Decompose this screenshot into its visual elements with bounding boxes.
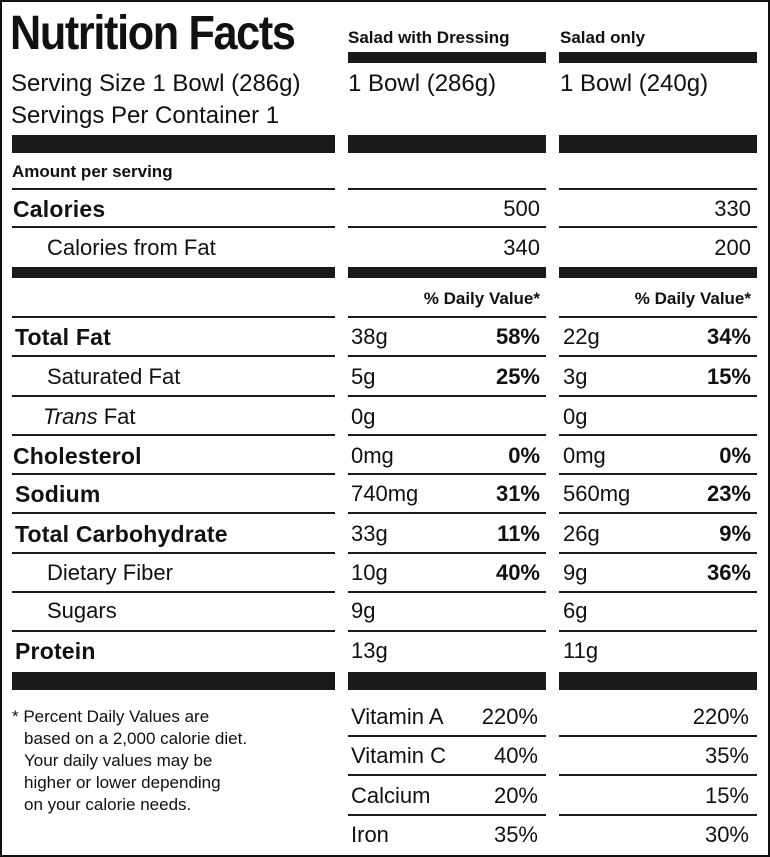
vitamin-value: 20% — [493, 783, 538, 808]
column-header-salad-only: Salad only — [560, 28, 646, 47]
thick-divider — [12, 135, 335, 153]
vitamin-label-calcium: Calcium — [351, 783, 431, 808]
nutrient-amount: 9g — [563, 560, 588, 585]
nutrient-percent: 11% — [497, 521, 540, 546]
amount-per-serving: Amount per serving — [12, 162, 173, 181]
nutrient-amount: 560mg — [563, 481, 631, 506]
calories-from-fat-salad-only: 200 — [714, 235, 751, 260]
nutrient-label-saturated-fat: Saturated Fat — [47, 364, 181, 389]
nutrient-amount: 33g — [351, 521, 388, 546]
thick-divider — [348, 672, 546, 690]
nutrient-label-dietary-fiber: Dietary Fiber — [47, 560, 173, 585]
nutrient-percent: 34% — [706, 324, 751, 349]
vitamin-value: 220% — [692, 704, 749, 729]
nutrient-amount: 11g — [563, 638, 599, 663]
vitamin-label-iron: Iron — [351, 822, 389, 847]
calories-label: Calories — [13, 196, 106, 222]
serving-size-salad-only: 1 Bowl (240g) — [560, 70, 709, 97]
nutrient-label-total-fat: Total Fat — [15, 324, 111, 350]
vitamin-value: 35% — [704, 743, 749, 768]
calories-from-fat-with-dressing: 340 — [503, 235, 540, 260]
nutrient-percent: 25% — [495, 364, 540, 389]
vitamin-value: 30% — [704, 822, 749, 847]
thick-divider — [559, 267, 757, 278]
nutrient-label-sugars: Sugars — [47, 598, 117, 623]
nutrient-amount: 26g — [563, 521, 600, 546]
nutrient-amount: 6g — [563, 598, 588, 623]
nutrient-amount: 5g — [351, 364, 376, 389]
thick-divider — [559, 672, 757, 690]
daily-value-header-salad-only: % Daily Value* — [634, 289, 751, 308]
thick-divider — [12, 672, 335, 690]
calories-salad-only: 330 — [714, 196, 751, 221]
vitamin-value: 220% — [481, 704, 538, 729]
thick-divider — [348, 52, 546, 63]
nutrient-amount: 0mg — [351, 443, 394, 468]
nutrient-percent: 23% — [706, 481, 751, 506]
nutrient-amount: 3g — [563, 364, 588, 389]
nutrient-percent: 9% — [719, 521, 751, 546]
nutrient-amount: 22g — [563, 324, 600, 349]
nutrient-percent: 40% — [495, 560, 540, 585]
nutrient-percent: 58% — [495, 324, 540, 349]
thick-divider — [348, 135, 546, 153]
nutrient-label-trans-fat: Trans Fat — [43, 404, 136, 429]
thick-divider — [559, 135, 757, 153]
footnote-line: * Percent Daily Values are — [12, 707, 210, 726]
nutrient-label-total-carbohydrate: Total Carbohydrate — [15, 521, 228, 547]
nutrient-amount: 0g — [351, 404, 376, 429]
footnote-line: based on a 2,000 calorie diet. — [24, 729, 248, 748]
vitamin-label-a: Vitamin A — [351, 704, 444, 729]
calories-with-dressing: 500 — [503, 196, 540, 221]
nutrient-amount: 10g — [351, 560, 388, 585]
footnote-line: Your daily values may be — [24, 751, 213, 770]
nutrient-label-sodium: Sodium — [15, 481, 101, 507]
nutrient-amount: 0mg — [563, 443, 606, 468]
nutrient-percent: 0% — [719, 443, 751, 468]
thick-divider — [559, 52, 757, 63]
nutrient-percent: 31% — [495, 481, 540, 506]
nutrient-label-cholesterol: Cholesterol — [13, 443, 142, 469]
nutrient-amount: 13g — [351, 638, 388, 663]
vitamin-value: 15% — [704, 783, 749, 808]
daily-value-header-with-dressing: % Daily Value* — [423, 289, 540, 308]
label-title: Nutrition Facts — [10, 7, 295, 60]
servings-per-container: Servings Per Container 1 — [11, 102, 280, 129]
serving-size-with-dressing: 1 Bowl (286g) — [348, 70, 497, 97]
nutrient-label-protein: Protein — [15, 638, 96, 664]
nutrient-percent: 36% — [706, 560, 751, 585]
nutrient-amount: 9g — [351, 598, 376, 623]
vitamin-value: 35% — [493, 822, 538, 847]
column-header-with-dressing: Salad with Dressing — [348, 28, 510, 47]
thick-divider — [12, 267, 335, 278]
nutrient-amount: 740mg — [351, 481, 419, 506]
footnote-line: on your calorie needs. — [24, 795, 192, 814]
nutrient-amount: 0g — [563, 404, 588, 429]
footnote-line: higher or lower depending — [24, 773, 221, 792]
nutrient-amount: 38g — [351, 324, 388, 349]
thick-divider — [348, 267, 546, 278]
nutrient-percent: 15% — [706, 364, 751, 389]
serving-size: Serving Size 1 Bowl (286g) — [11, 70, 301, 97]
nutrient-percent: 0% — [508, 443, 540, 468]
vitamin-value: 40% — [493, 743, 538, 768]
calories-from-fat-label: Calories from Fat — [47, 235, 216, 260]
vitamin-label-c: Vitamin C — [351, 743, 446, 768]
